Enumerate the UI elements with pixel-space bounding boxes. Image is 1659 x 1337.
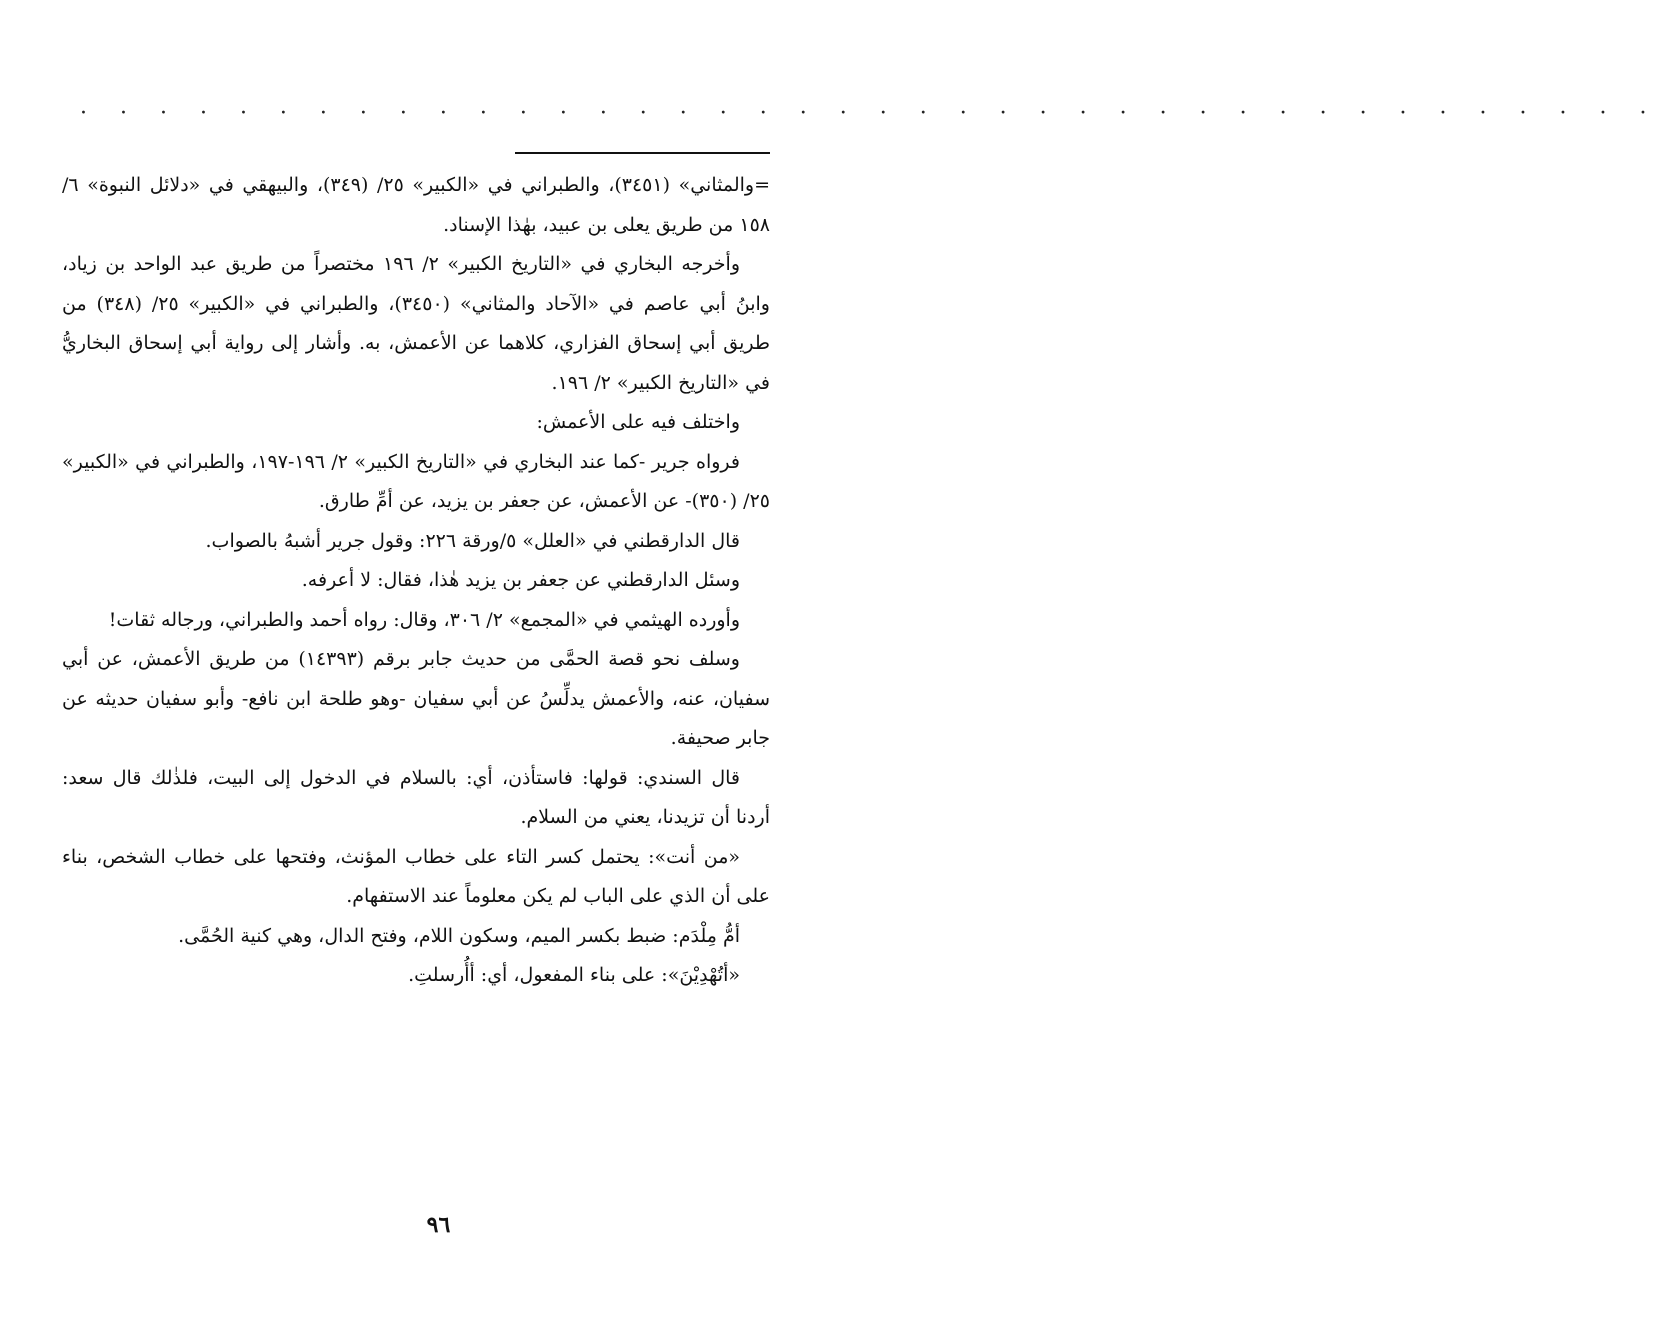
dotted-separator: · · · · · · · · · · · · · · · · · · · · · · · · · · · · · · · · · · · · · · · ·	[80, 101, 1659, 126]
footnote-paragraph: فرواه جرير -كما عند البخاري في «التاريخ الكبير» ٢/ ١٩٦-١٩٧، والطبراني في «الكبير» ٢٥/ (٣٥٠)- عن الأعمش، عن جعفر بن يزيد، عن أمِّ طارق.	[62, 450, 770, 512]
footnote-paragraph: وسئل الدارقطني عن جعفر بن يزيد هٰذا، فقال: لا أعرفه.	[301, 569, 740, 591]
footnote-paragraph: وأورده الهيثمي في «المجمع» ٢/ ٣٠٦، وقال: رواه أحمد والطبراني، ورجاله ثقات!	[108, 608, 740, 631]
footnote-text	[62, 166, 770, 996]
footnote-paragraph: قال الدارقطني في «العلل» ٥/ورقة ٢٢٦: وقول جرير أشبهُ بالصواب.	[205, 529, 740, 552]
footnote-paragraph: وسلف نحو قصة الحمَّى من حديث جابر برقم (١٤٣٩٣) من طريق الأعمش، عن أبي سفيان، عنه، والأعمش يدلِّسُ عن أبي سفيان -وهو طلحة ابن نافع- وأبو سفيان حديثه عن جابر صحيفة.	[62, 648, 770, 749]
footnote-paragraph: واختلف فيه على الأعمش:	[536, 411, 740, 433]
footnote-paragraph: قال السندي: قولها: فاستأذن، أي: بالسلام في الدخول إلى البيت، فلذٰلك قال سعد: أردنا أن تزيدنا، يعني من السلام.	[62, 766, 770, 828]
footnote-paragraph: وأخرجه البخاري في «التاريخ الكبير» ٢/ ١٩٦ مختصراً من طريق عبد الواحد بن زياد، وابنُ أبي عاصم في «الآحاد والمثاني» (٣٤٥٠)، والطبراني في «الكبير» ٢٥/ (٣٤٨) من طريق أبي إسحاق الفزاري، كلاهما عن الأعمش، به. وأشار إلى رواية أبي إسحاق البخاريُّ في «التاريخ الكبير» ٢/ ١٩٦.	[62, 253, 770, 394]
footnote-rule	[515, 152, 770, 154]
footnote-paragraph: أمُّ مِلْدَم: ضبط بكسر الميم، وسكون اللام، وفتح الدال، وهي كنية الحُمَّى.	[178, 924, 740, 947]
footnote-paragraph: «من أنت»: يحتمل كسر التاء على خطاب المؤنث، وفتحها على خطاب الشخص، بناء على أن الذي على الباب لم يكن معلوماً عند الاستفهام.	[62, 845, 770, 907]
page-number: ٩٦	[426, 1212, 451, 1238]
footnote-paragraph: =والمثاني» (٣٤٥١)، والطبراني في «الكبير» ٢٥/ (٣٤٩)، والبيهقي في «دلائل النبوة» ٦/ ١٥٨ من طريق يعلى بن عبيد، بهٰذا الإسناد.	[62, 174, 770, 236]
footnote-paragraph: «أتُهْدِيْنَ»: على بناء المفعول، أي: أأُرسلتِ.	[408, 964, 740, 986]
